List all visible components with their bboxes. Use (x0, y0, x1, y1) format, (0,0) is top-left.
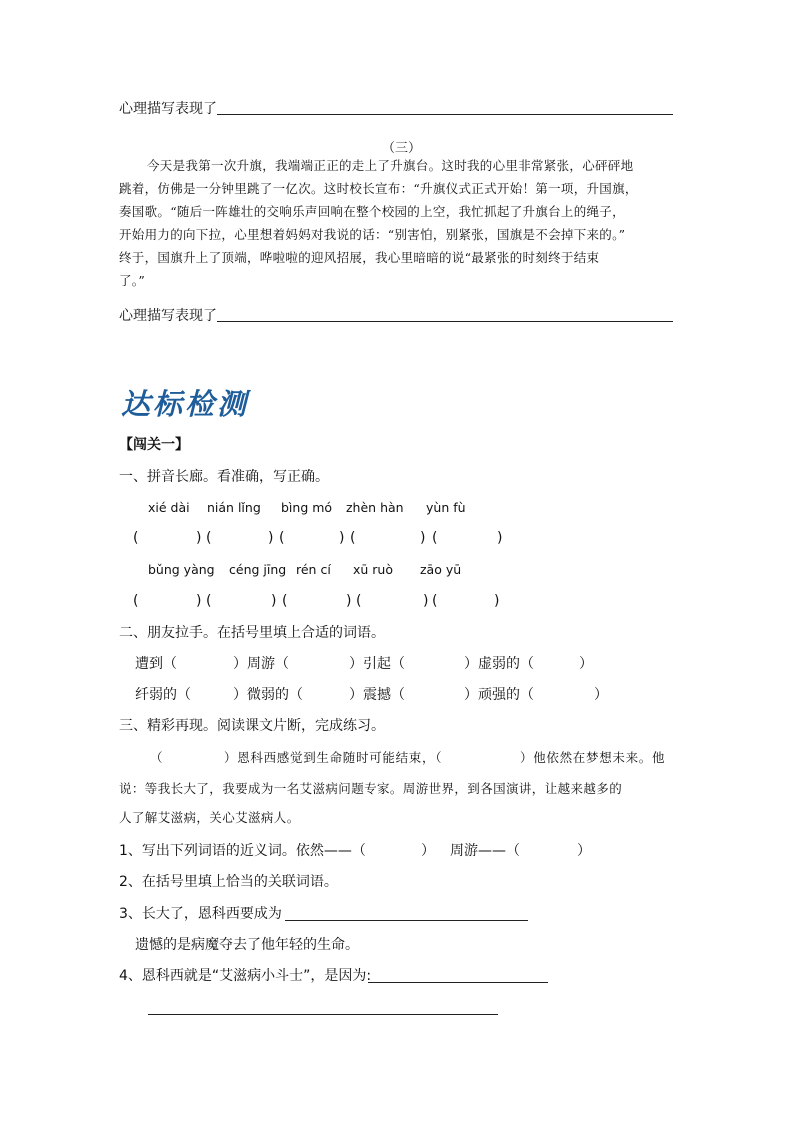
pinyin-item: bìng mó (281, 500, 333, 515)
pinyin-item: nián lǐng (207, 500, 261, 515)
paren-open: ( (206, 530, 212, 546)
pinyin-item: rén cí (296, 562, 331, 577)
paren-open: ( (133, 593, 139, 609)
q3-sub4: 4、恩科西就是“艾滋病小斗士”，是因为: (119, 968, 372, 984)
q3-passage-text: ）恩科西感觉到生命随时可能结束，（ (224, 750, 443, 765)
paren-close: ) (268, 530, 274, 546)
pinyin-item: xū ruò (353, 562, 394, 577)
answer-line-q3-4a[interactable] (368, 982, 548, 983)
paren-open: ( (432, 530, 438, 546)
q2-blank: ） (579, 656, 593, 672)
q2-blank: ）顽强的（ (464, 687, 534, 703)
q2-blank: ）虚弱的（ (464, 656, 534, 672)
q3-sub1-close2: ） (577, 843, 591, 859)
q2-blank: 纤弱的（ (135, 687, 191, 703)
q2-blank: ）震撼（ (349, 687, 405, 703)
paren-close: ) (494, 593, 500, 609)
answer-label-1: 心理描写表现了 (119, 101, 217, 117)
q3-sub1: 1、写出下列词语的近义词。依然——（ (119, 843, 366, 859)
pinyin-item: zāo yū (420, 562, 462, 577)
pinyin-item: bǔng yàng (148, 562, 215, 577)
answer-label-2: 心理描写表现了 (119, 308, 217, 324)
paren-open: ( (133, 530, 139, 546)
passage-line: 开始用力的向下拉，心里想着妈妈对我说的话：“别害怕，别紧张，国旗是不会掉下来的。” (119, 227, 626, 242)
q2-title: 二、朋友拉手。在括号里填上合适的词语。 (119, 625, 385, 641)
q3-passage-open-paren: （ (150, 750, 163, 765)
pinyin-item: xié dài (148, 500, 190, 515)
answer-line-2[interactable] (217, 321, 673, 322)
pinyin-item: zhèn hàn (346, 500, 404, 515)
passage-line: 终于，国旗升上了顶端，哗啦啦的迎风招展，我心里暗暗的说“最紧张的时刻终于结束 (119, 250, 600, 265)
q2-blank: ）微弱的（ (233, 687, 303, 703)
q3-sub3: 3、长大了，恩科西要成为 (119, 906, 282, 922)
q3-passage-text: 人了解艾滋病，关心艾滋病人。 (119, 810, 300, 825)
pinyin-item: céng jīng (229, 562, 287, 577)
passage-line: 今天是我第一次升旗，我端端正正的走上了升旗台。这时我的心里非常紧张，心砰砰地 (147, 158, 634, 173)
section-heading: 达标检测 (121, 387, 250, 421)
paren-close: ) (420, 530, 426, 546)
paren-open: ( (282, 593, 288, 609)
q3-sub1-word2: 周游——（ (450, 843, 520, 859)
q2-blank: 遭到（ (135, 656, 177, 672)
paren-close: ) (497, 530, 503, 546)
paren-open: ( (356, 593, 362, 609)
passage-title: （三） (382, 141, 422, 156)
q3-title: 三、精彩再现。阅读课文片断，完成练习。 (119, 718, 385, 734)
q3-sub3-cont: 遗憾的是病魔夺去了他年轻的生命。 (135, 937, 359, 953)
passage (119, 154, 689, 292)
q3-sub2: 2、在括号里填上恰当的关联词语。 (119, 874, 338, 890)
paren-close: ) (339, 530, 345, 546)
answer-line-q3-4b[interactable] (148, 1014, 498, 1015)
passage-line: 了。” (119, 273, 146, 288)
paren-close: ) (196, 530, 202, 546)
q1-title: 一、拼音长廊。看准确，写正确。 (119, 469, 329, 485)
answer-line-1[interactable] (217, 114, 673, 115)
q2-blank: ） (594, 687, 608, 703)
q3-passage-text: ）他依然在梦想未来。他 (520, 750, 666, 765)
passage-line: 奏国歌。“随后一阵雄壮的交响乐声回响在整个校园的上空，我忙抓起了升旗台上的绳子， (119, 204, 625, 219)
paren-open: ( (350, 530, 356, 546)
q2-blank: ）引起（ (349, 656, 405, 672)
level-label: 【闯关一】 (119, 437, 189, 453)
pinyin-item: yùn fù (426, 500, 466, 515)
paren-open: ( (432, 593, 438, 609)
paren-open: ( (206, 593, 212, 609)
paren-close: ) (346, 593, 352, 609)
paren-close: ) (271, 593, 277, 609)
q3-sub1-close: ） (421, 843, 435, 859)
q3-passage-text: 说：等我长大了，我要成为一名艾滋病问题专家。周游世界，到各国演讲，让越来越多的 (119, 781, 623, 796)
paren-close: ) (196, 593, 202, 609)
passage-line: 跳着，仿佛是一分钟里跳了一亿次。这时校长宣布：“升旗仪式正式开始！第一项，升国旗， (119, 181, 638, 196)
paren-close: ) (423, 593, 429, 609)
paren-open: ( (279, 530, 285, 546)
q2-blank: ）周游（ (233, 656, 289, 672)
answer-line-q3-3[interactable] (285, 920, 528, 921)
